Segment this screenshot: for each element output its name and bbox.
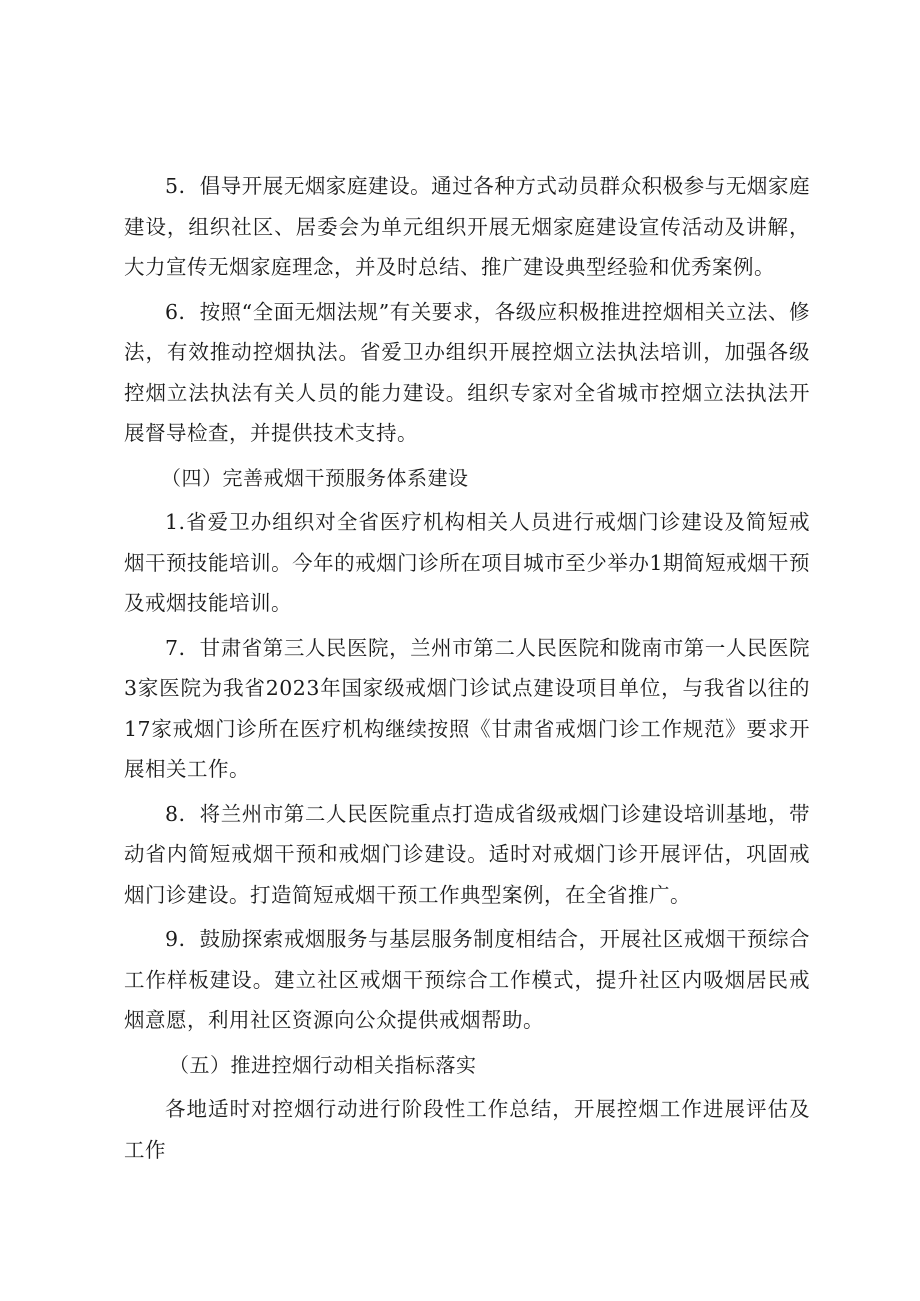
paragraph-item-5: 5．倡导开展无烟家庭建设。通过各种方式动员群众积极参与无烟家庭建设，组织社区、居委会为单元组织开展无烟家庭建设宣传活动及讲解，大力宣传无烟家庭理念，并及时总结、推广建设典型经验和优秀案例。	[124, 174, 810, 279]
paragraph-closing: 各地适时对控烟行动进行阶段性工作总结，开展控烟工作进展评估及工作	[124, 1097, 810, 1162]
section-heading-5: （五）推进控烟行动相关指标落实	[169, 1052, 477, 1077]
paragraph-item-6: 6．按照“全面无烟法规”有关要求，各级应积极推进控烟相关立法、修法，有效推动控烟执法。省爱卫办组织开展控烟立法执法培训，加强各级控烟立法执法有关人员的能力建设。组织专家对全省城市控烟立法执法开展督导检查，并提供技术支持。	[124, 299, 810, 445]
section-heading-4: （四）完善戒烟干预服务体系建设	[161, 465, 469, 490]
paragraph-item-9: 9．鼓励探索戒烟服务与基层服务制度相结合，开展社区戒烟干预综合工作样板建设。建立社区戒烟干预综合工作模式，提升社区内吸烟居民戒烟意愿，利用社区资源向公众提供戒烟帮助。	[124, 927, 810, 1032]
document-page	[124, 166, 810, 1170]
paragraph-item-1: 1.省爱卫办组织对全省医疗机构相关人员进行戒烟门诊建设及简短戒烟干预技能培训。今年的戒烟门诊所在项目城市至少举办1期简短戒烟干预及戒烟技能培训。	[124, 510, 810, 615]
paragraph-item-8: 8．将兰州市第二人民医院重点打造成省级戒烟门诊建设培训基地，带动省内简短戒烟干预和戒烟门诊建设。适时对戒烟门诊开展评估，巩固戒烟门诊建设。打造简短戒烟干预工作典型案例，在全省推广。	[124, 801, 810, 907]
paragraph-item-7: 7．甘肃省第三人民医院，兰州市第二人民医院和陇南市第一人民医院3家医院为我省2023年国家级戒烟门诊试点建设项目单位，与我省以往的17家戒烟门诊所在医疗机构继续按照《甘肃省戒烟门诊工作规范》要求开展相关工作。	[124, 635, 810, 781]
